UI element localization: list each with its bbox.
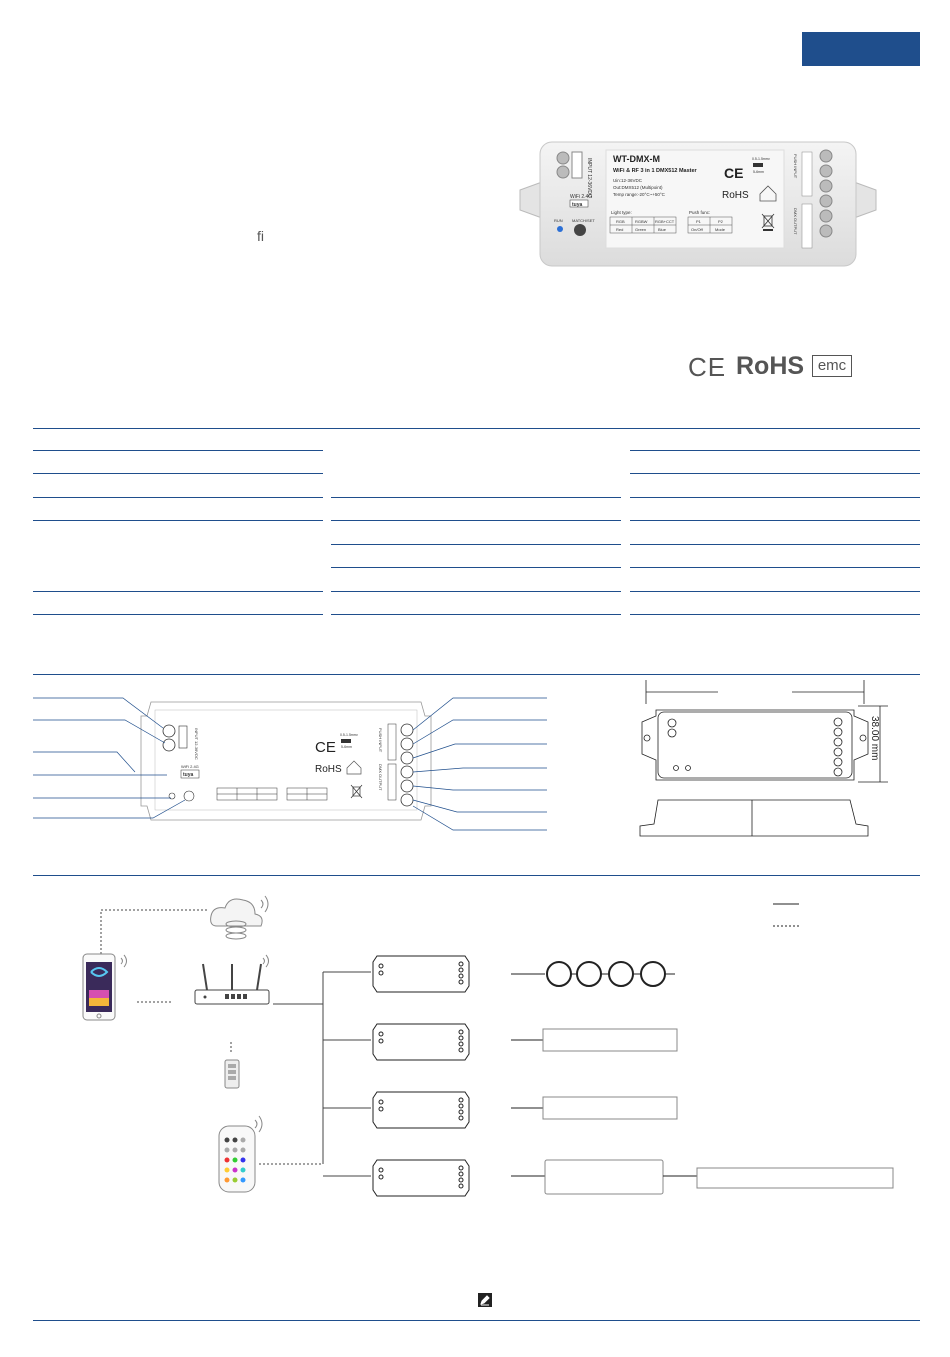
edit-icon <box>478 1293 492 1307</box>
table-row-line <box>33 591 323 592</box>
decoder-box <box>545 1160 663 1194</box>
section-divider-specs <box>33 428 920 429</box>
table-row-line <box>331 497 621 498</box>
strip-length: 5-6mm <box>753 170 764 174</box>
section-divider-interface <box>33 674 920 675</box>
controller-unit <box>373 1092 469 1128</box>
input-label: INPUT 12-36VDC <box>586 158 592 198</box>
diagram-ce-mark: CE <box>315 739 336 756</box>
light-color-2: Blue <box>658 227 667 232</box>
light-type-1: RGBW <box>635 219 648 224</box>
wall-panel-icon <box>225 1060 239 1088</box>
wiring-diagram <box>33 884 913 1204</box>
ce-mark: CE <box>724 165 744 181</box>
light-color-1: Green <box>635 227 647 232</box>
wifi-label: WiFi 2.4G <box>570 194 593 200</box>
controller-unit <box>373 1024 469 1060</box>
light-color-0: Red <box>616 227 624 232</box>
table-row-line <box>331 544 621 545</box>
header-accent-block <box>802 32 920 66</box>
table-row-line <box>630 567 920 568</box>
diagram-input-label: INPUT 12-36VDC <box>194 728 199 760</box>
section-divider-wiring <box>33 875 920 876</box>
spec-2: Temp range:-20°C~+50°C <box>613 192 665 197</box>
match-label: MATCH/SET <box>572 218 595 223</box>
pixel-lights <box>547 962 675 986</box>
led-strip <box>543 1097 677 1119</box>
table-row-line <box>33 520 323 521</box>
table-row-line <box>630 591 920 592</box>
push-func-0: On/Off <box>691 227 703 232</box>
controller-unit <box>373 1160 469 1196</box>
led-strip <box>543 1029 677 1051</box>
spec-1: Out:DMX512 (Multipoint) <box>613 185 663 190</box>
match-button[interactable] <box>574 224 586 236</box>
diagram-wire-spec: 0.5-1.5mm² <box>340 733 358 737</box>
rohs-mark: RoHS <box>722 190 749 201</box>
table-row-line <box>331 591 621 592</box>
intro-text-fragment: ﬁ <box>257 228 264 244</box>
push-func-1: Mode <box>715 227 726 232</box>
table-row-line <box>630 614 920 615</box>
push-input-label: PUSH INPUT <box>793 154 798 179</box>
table-row-line <box>33 614 323 615</box>
table-row-line <box>33 450 323 451</box>
table-row-line <box>331 614 621 615</box>
wire-spec: 0.5-1.5mm² <box>752 157 770 161</box>
table-row-line <box>630 497 920 498</box>
diagram-strip-length: 5-6mm <box>341 745 352 749</box>
run-label: RUN <box>554 218 563 223</box>
run-led <box>557 226 563 232</box>
table-row-line <box>331 520 621 521</box>
emc-cert-mark: emc <box>812 355 852 377</box>
product-subtitle: WiFi & RF 3 in 1 DMX512 Master <box>613 168 697 174</box>
height-dimension: 38.00 mm <box>869 716 880 761</box>
dmx-output-label: DMX OUTPUT <box>793 208 798 235</box>
dimension-drawing <box>636 676 900 842</box>
cloud-icon <box>211 896 268 939</box>
diagram-push-input-label: PUSH INPUT <box>378 728 383 753</box>
light-type-0: RGB <box>616 219 625 224</box>
table-row-line <box>33 473 323 474</box>
light-type-label: Light type: <box>611 210 632 215</box>
product-photo <box>518 138 878 270</box>
diagram-dmx-output-label: DMX OUTPUT <box>378 764 383 791</box>
spec-0: Uin:12-36VDC <box>613 178 643 183</box>
push-key-0: P1 <box>696 219 701 224</box>
smartphone-icon <box>83 954 127 1020</box>
rf-remote-icon <box>219 1116 262 1192</box>
ce-cert-mark: CE <box>688 352 727 382</box>
light-type-2: RGB+CCT <box>655 219 675 224</box>
diagram-tuya: tuya <box>183 772 194 778</box>
product-model: WT-DMX-M <box>613 154 660 164</box>
table-row-line <box>630 544 920 545</box>
router-icon <box>195 955 269 1004</box>
diagram-rohs: RoHS <box>315 764 342 775</box>
interface-diagram <box>33 688 553 838</box>
rohs-cert-mark: RoHS <box>736 352 805 380</box>
push-key-1: P2 <box>718 219 723 224</box>
table-row-line <box>630 520 920 521</box>
diagram-wifi-label: WiFi 2.4G <box>181 764 199 769</box>
table-row-line <box>33 497 323 498</box>
tuya-logo: tuya <box>572 202 583 208</box>
push-func-label: Push func: <box>689 210 711 215</box>
footer-divider <box>33 1320 920 1321</box>
table-row-line <box>630 450 920 451</box>
table-row-line <box>331 567 621 568</box>
controller-unit <box>373 956 469 992</box>
led-strip <box>697 1168 893 1188</box>
table-row-line <box>630 473 920 474</box>
